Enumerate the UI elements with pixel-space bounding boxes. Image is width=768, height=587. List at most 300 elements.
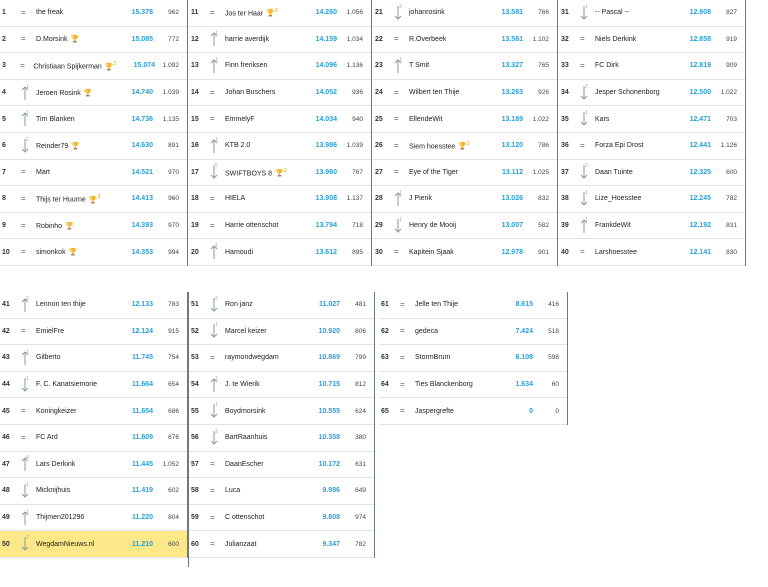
positions-moved: 1 bbox=[215, 56, 218, 63]
ranking-row[interactable] bbox=[189, 345, 374, 372]
trend-unchanged-icon bbox=[393, 401, 415, 421]
trend-unchanged-symbol: = bbox=[210, 485, 215, 495]
team-name[interactable]: BartRaanhuis bbox=[225, 434, 268, 442]
team-name-cell bbox=[36, 9, 111, 16]
round-points: 812 bbox=[355, 381, 366, 389]
ranking-row[interactable] bbox=[0, 53, 187, 80]
positions-moved: 3 bbox=[215, 428, 218, 435]
ranking-row[interactable] bbox=[0, 345, 187, 372]
ranking-row[interactable] bbox=[373, 160, 557, 187]
team-name[interactable]: harrie averdijk bbox=[225, 35, 269, 43]
trend-up-icon bbox=[203, 242, 225, 262]
team-name[interactable]: Forza Epi Drost bbox=[595, 142, 644, 150]
rank-number: 3 bbox=[2, 62, 6, 70]
team-name-cell bbox=[409, 36, 481, 43]
ranking-row[interactable] bbox=[189, 319, 374, 346]
total-score: 13.960 bbox=[315, 168, 337, 176]
team-name[interactable]: Wilbert ten Thije bbox=[409, 89, 460, 97]
team-name[interactable]: Thijmen201296 bbox=[36, 514, 85, 522]
round-points: 718 bbox=[352, 222, 363, 230]
team-name[interactable]: Lennon ten thije bbox=[36, 301, 86, 309]
team-name[interactable]: Finn freriksen bbox=[225, 62, 268, 70]
team-name[interactable]: F. C. Kanatsiemorie bbox=[36, 381, 98, 389]
total-score: 14.740 bbox=[131, 89, 153, 97]
team-name[interactable]: Christiaan Spijkerman bbox=[33, 63, 102, 71]
team-name-cell bbox=[225, 381, 298, 388]
rank-number: 8 bbox=[2, 195, 6, 203]
team-name[interactable]: Micknijhuis bbox=[36, 487, 71, 495]
ranking-row[interactable] bbox=[373, 106, 557, 133]
total-score: 14.353 bbox=[131, 248, 153, 256]
total-score: 15.074 bbox=[133, 62, 156, 70]
ranking-row[interactable] bbox=[559, 239, 745, 266]
total-score: 13.794 bbox=[315, 222, 337, 230]
ranking-row[interactable] bbox=[559, 106, 745, 133]
trophy-icon: 🏆 bbox=[83, 89, 93, 97]
team-name[interactable]: Johan Buschers bbox=[225, 89, 276, 97]
trend-down-icon bbox=[387, 3, 409, 23]
team-name-cell bbox=[225, 249, 295, 256]
total-score: 12.858 bbox=[689, 35, 711, 43]
rank-number: 38 bbox=[561, 195, 569, 203]
trend-unchanged-icon bbox=[14, 3, 36, 23]
ranking-row[interactable] bbox=[0, 425, 187, 452]
ranking-row[interactable] bbox=[0, 160, 187, 187]
trend-unchanged-icon bbox=[387, 109, 409, 129]
trophy-count: 2 bbox=[113, 61, 117, 68]
team-name-cell bbox=[33, 61, 116, 70]
trend-unchanged-symbol: = bbox=[394, 167, 399, 177]
team-name-cell bbox=[409, 249, 481, 256]
ranking-row[interactable] bbox=[189, 106, 371, 133]
round-points: 1.034 bbox=[346, 35, 363, 43]
total-score: 9.986 bbox=[322, 487, 340, 495]
total-score: 12.192 bbox=[689, 222, 711, 230]
ranking-row[interactable] bbox=[373, 80, 557, 107]
total-score: 12.471 bbox=[689, 115, 711, 123]
round-points: 832 bbox=[538, 195, 549, 203]
total-score: 13.612 bbox=[315, 248, 337, 256]
round-points: 926 bbox=[538, 89, 549, 97]
team-name-cell bbox=[595, 249, 669, 256]
trend-down-icon bbox=[573, 189, 595, 209]
round-points: 962 bbox=[168, 9, 179, 17]
total-score: 12.500 bbox=[689, 89, 711, 97]
round-points: 783 bbox=[168, 301, 179, 309]
ranking-row[interactable] bbox=[373, 239, 557, 266]
team-name[interactable]: Lars Derkink bbox=[36, 460, 76, 468]
team-name[interactable]: Boydmorsink bbox=[225, 407, 266, 415]
team-name[interactable]: SWIFTBOYS 8 bbox=[225, 170, 273, 178]
team-name[interactable]: FC Ard bbox=[36, 434, 58, 442]
ranking-row[interactable] bbox=[189, 531, 374, 558]
ranking-row[interactable] bbox=[373, 186, 557, 213]
team-name-cell bbox=[36, 541, 111, 548]
team-name[interactable]: WegdamNieuws.nl bbox=[36, 540, 95, 548]
ranking-row[interactable] bbox=[379, 319, 567, 346]
ranking-row[interactable] bbox=[189, 372, 374, 399]
team-name[interactable]: KTB 2.0 bbox=[225, 142, 251, 150]
team-name[interactable]: Lize_Hoesstee bbox=[595, 195, 642, 203]
team-name[interactable]: Jelle ten Thije bbox=[415, 301, 459, 309]
rank-number: 58 bbox=[191, 487, 199, 495]
total-score: 12.133 bbox=[131, 301, 153, 309]
rank-number: 36 bbox=[561, 142, 569, 150]
trend-unchanged-symbol: = bbox=[210, 512, 215, 522]
trend-up-icon bbox=[14, 454, 36, 474]
team-name[interactable]: Eye of the Tiger bbox=[409, 168, 459, 176]
trend-unchanged-symbol: = bbox=[210, 7, 215, 17]
positions-moved: 2 bbox=[585, 163, 588, 170]
trend-down-icon bbox=[573, 83, 595, 103]
ranking-row[interactable] bbox=[189, 0, 371, 27]
trend-unchanged-icon bbox=[13, 56, 33, 76]
ranking-row[interactable] bbox=[189, 239, 371, 266]
trend-unchanged-symbol: = bbox=[21, 7, 26, 17]
trend-unchanged-icon bbox=[203, 189, 225, 209]
team-name-cell bbox=[595, 169, 669, 176]
ranking-row[interactable] bbox=[0, 80, 187, 107]
round-points: 686 bbox=[168, 407, 179, 415]
rank-number: 40 bbox=[561, 248, 569, 256]
positions-moved: 7 bbox=[26, 535, 29, 542]
ranking-row[interactable] bbox=[189, 133, 371, 160]
total-score: 6.108 bbox=[515, 354, 533, 362]
total-score: 14.034 bbox=[315, 115, 337, 123]
ranking-row[interactable] bbox=[189, 425, 374, 452]
team-name[interactable]: Siem hoesstee bbox=[409, 143, 456, 151]
team-name[interactable]: T Smit bbox=[409, 62, 430, 70]
trend-unchanged-symbol: = bbox=[21, 326, 26, 336]
team-name-cell bbox=[415, 381, 491, 388]
total-score: 11.654 bbox=[131, 407, 153, 415]
total-score: 10.920 bbox=[318, 327, 340, 335]
total-score: 11.664 bbox=[131, 381, 153, 389]
round-points: 772 bbox=[168, 35, 179, 43]
team-name[interactable]: Niels Derkink bbox=[595, 35, 637, 43]
rank-number: 19 bbox=[191, 222, 199, 230]
round-points: 1.056 bbox=[346, 9, 363, 17]
rank-number: 11 bbox=[191, 9, 199, 17]
positions-moved: 3 bbox=[399, 3, 402, 10]
ranking-row[interactable] bbox=[0, 239, 187, 266]
round-points: 909 bbox=[726, 62, 737, 70]
rank-number: 14 bbox=[191, 89, 199, 97]
trend-unchanged-icon bbox=[14, 189, 36, 209]
team-name[interactable]: EmmelyF bbox=[225, 115, 255, 123]
team-name-cell bbox=[225, 116, 295, 123]
ranking-row[interactable] bbox=[189, 505, 374, 532]
ranking-row[interactable] bbox=[559, 213, 745, 240]
trend-down-icon bbox=[203, 321, 225, 341]
positions-moved: 2 bbox=[26, 295, 29, 302]
total-score: 14.393 bbox=[131, 222, 153, 230]
trend-up-icon bbox=[203, 29, 225, 49]
ranking-row[interactable] bbox=[189, 292, 374, 319]
team-name[interactable]: gedeca bbox=[415, 327, 438, 335]
ranking-row[interactable] bbox=[379, 292, 567, 319]
total-score: 13.908 bbox=[315, 195, 337, 203]
ranking-row[interactable] bbox=[0, 106, 187, 133]
ranking-row[interactable] bbox=[0, 213, 187, 240]
ranking-row[interactable] bbox=[189, 53, 371, 80]
trend-unchanged-symbol: = bbox=[580, 247, 585, 257]
team-name[interactable]: Jeroen Rosink bbox=[36, 89, 81, 97]
trend-unchanged-symbol: = bbox=[394, 34, 399, 44]
round-points: 1.039 bbox=[162, 89, 179, 97]
trend-unchanged-icon bbox=[573, 29, 595, 49]
round-points: 919 bbox=[726, 35, 737, 43]
team-name-cell bbox=[36, 381, 111, 388]
ranking-row[interactable] bbox=[0, 452, 187, 479]
team-name[interactable]: Gilberto bbox=[36, 354, 61, 362]
ranking-row[interactable] bbox=[0, 398, 187, 425]
team-name[interactable]: FrankdeWit bbox=[595, 222, 631, 230]
ranking-row[interactable] bbox=[189, 398, 374, 425]
trend-unchanged-symbol: = bbox=[394, 114, 399, 124]
trend-unchanged-symbol: = bbox=[21, 193, 26, 203]
ranking-row[interactable] bbox=[373, 53, 557, 80]
trend-down-icon bbox=[573, 162, 595, 182]
total-score: 7.424 bbox=[515, 327, 533, 335]
team-name-cell bbox=[36, 194, 111, 203]
round-points: 974 bbox=[355, 514, 366, 522]
round-points: 1.136 bbox=[346, 62, 363, 70]
column-divider bbox=[745, 0, 746, 266]
ranking-row[interactable] bbox=[189, 478, 374, 505]
team-name[interactable]: J Pierik bbox=[409, 195, 432, 203]
team-name-cell bbox=[409, 141, 481, 150]
rank-number: 9 bbox=[2, 222, 6, 230]
team-name-cell bbox=[225, 514, 298, 521]
team-name[interactable]: Daan Tuinte bbox=[595, 168, 633, 176]
positions-moved: 1 bbox=[26, 375, 29, 382]
total-score: 11.609 bbox=[131, 434, 153, 442]
total-score: 13.263 bbox=[501, 89, 523, 97]
team-name[interactable]: raymondwegdam bbox=[225, 354, 279, 362]
round-points: 782 bbox=[355, 540, 366, 548]
positions-moved: 1 bbox=[215, 322, 218, 329]
team-name[interactable]: Mart bbox=[36, 168, 50, 176]
team-name[interactable]: Tim Blanken bbox=[36, 115, 75, 123]
team-name[interactable]: johanrosink bbox=[409, 9, 445, 17]
team-name[interactable]: Robinho bbox=[36, 222, 63, 230]
total-score: 14.260 bbox=[315, 9, 337, 17]
round-points: 765 bbox=[538, 62, 549, 70]
ranking-row[interactable] bbox=[189, 160, 371, 187]
team-name-cell bbox=[36, 487, 111, 494]
trend-up-icon bbox=[203, 375, 225, 395]
team-name[interactable]: Ties Blanckenborg bbox=[415, 381, 473, 389]
trend-unchanged-icon bbox=[14, 321, 36, 341]
ranking-row[interactable] bbox=[0, 133, 187, 160]
team-name-cell bbox=[36, 408, 111, 415]
positions-moved: 1 bbox=[399, 189, 402, 196]
rank-number: 34 bbox=[561, 89, 569, 97]
trend-unchanged-symbol: = bbox=[21, 247, 26, 257]
trend-down-icon bbox=[203, 428, 225, 448]
ranking-row[interactable] bbox=[0, 531, 187, 558]
ranking-row[interactable] bbox=[189, 80, 371, 107]
rank-number: 15 bbox=[191, 115, 199, 123]
ranking-row[interactable] bbox=[373, 0, 557, 27]
rank-number: 60 bbox=[191, 540, 199, 548]
rank-number: 47 bbox=[2, 460, 10, 468]
ranking-row[interactable] bbox=[0, 292, 187, 319]
team-name-cell bbox=[595, 142, 669, 149]
trend-up-icon bbox=[14, 109, 36, 129]
total-score: 10.715 bbox=[318, 381, 340, 389]
team-name[interactable]: Luca bbox=[225, 487, 241, 495]
total-score: 12.325 bbox=[689, 168, 711, 176]
ranking-row[interactable] bbox=[0, 186, 187, 213]
positions-moved: 1 bbox=[215, 243, 218, 250]
team-name[interactable]: C ottenschot bbox=[225, 514, 265, 522]
trend-unchanged-icon bbox=[387, 242, 409, 262]
team-name[interactable]: StormBrum bbox=[415, 354, 451, 362]
team-name-cell bbox=[225, 168, 295, 177]
team-name[interactable]: Hamoudi bbox=[225, 248, 254, 256]
total-score: 11.220 bbox=[131, 514, 153, 522]
trend-unchanged-symbol: = bbox=[580, 140, 585, 150]
team-name-cell bbox=[225, 8, 295, 17]
team-name[interactable]: Reinder79 bbox=[36, 142, 69, 150]
team-name[interactable]: Jaspergrefte bbox=[415, 407, 454, 415]
rank-number: 21 bbox=[375, 9, 383, 17]
trend-up-icon bbox=[14, 508, 36, 528]
ranking-row[interactable] bbox=[0, 27, 187, 54]
rank-number: 54 bbox=[191, 381, 199, 389]
positions-moved: 1 bbox=[585, 189, 588, 196]
team-name[interactable]: the freak bbox=[36, 9, 64, 17]
ranking-row[interactable] bbox=[0, 0, 187, 27]
trend-unchanged-symbol: = bbox=[394, 87, 399, 97]
team-name[interactable]: Jesper Schonenborg bbox=[595, 89, 660, 97]
ranking-row[interactable] bbox=[0, 505, 187, 532]
trend-unchanged-icon bbox=[387, 83, 409, 103]
trend-unchanged-symbol: = bbox=[21, 34, 26, 44]
ranking-row[interactable] bbox=[559, 186, 745, 213]
team-name[interactable]: Kapitein Sjaak bbox=[409, 248, 454, 256]
rank-number: 13 bbox=[191, 62, 199, 70]
trend-down-icon bbox=[14, 534, 36, 554]
team-name[interactable]: Kars bbox=[595, 115, 610, 123]
trophy-count: 2 bbox=[274, 8, 278, 15]
trend-down-icon bbox=[203, 295, 225, 315]
ranking-row[interactable] bbox=[559, 160, 745, 187]
team-name[interactable]: R.Overbeek bbox=[409, 35, 447, 43]
ranking-row[interactable] bbox=[373, 133, 557, 160]
team-name[interactable]: simonkok bbox=[36, 249, 66, 257]
team-name[interactable]: Julianzaat bbox=[225, 540, 257, 548]
rank-number: 32 bbox=[561, 35, 569, 43]
trend-unchanged-symbol: = bbox=[400, 326, 405, 336]
positions-moved: 1 bbox=[585, 216, 588, 223]
team-name[interactable]: FC Dirk bbox=[595, 62, 619, 70]
team-name[interactable]: Koningkeizer bbox=[36, 407, 77, 415]
team-name[interactable]: Thijs ter Huurne bbox=[36, 196, 86, 204]
round-points: 631 bbox=[355, 460, 366, 468]
ranking-row[interactable] bbox=[559, 0, 745, 27]
round-points: 827 bbox=[726, 9, 737, 17]
rank-number: 37 bbox=[561, 168, 569, 176]
team-name[interactable]: D.Morsink bbox=[36, 36, 68, 44]
team-name[interactable]: Harrie ottenschot bbox=[225, 222, 279, 230]
team-name-cell bbox=[36, 461, 111, 468]
ranking-row[interactable] bbox=[379, 345, 567, 372]
ranking-row[interactable] bbox=[559, 27, 745, 54]
trend-unchanged-icon bbox=[14, 428, 36, 448]
round-points: 754 bbox=[168, 354, 179, 362]
positions-moved: 1 bbox=[215, 402, 218, 409]
total-score: 10.869 bbox=[318, 354, 340, 362]
ranking-row[interactable] bbox=[373, 213, 557, 240]
total-score: 8.615 bbox=[515, 301, 533, 309]
team-name-cell bbox=[595, 89, 669, 96]
total-score: 9.347 bbox=[322, 540, 340, 548]
ranking-row[interactable] bbox=[189, 186, 371, 213]
ranking-row[interactable] bbox=[189, 27, 371, 54]
round-points: 1.052 bbox=[162, 460, 179, 468]
rank-number: 27 bbox=[375, 168, 383, 176]
team-name[interactable]: J. te Wierik bbox=[225, 381, 260, 389]
ranking-row[interactable] bbox=[559, 133, 745, 160]
team-name[interactable]: EllendeWit bbox=[409, 115, 443, 123]
ranking-row[interactable] bbox=[373, 27, 557, 54]
ranking-row[interactable] bbox=[189, 452, 374, 479]
round-points: 970 bbox=[168, 222, 179, 230]
ranking-row[interactable] bbox=[0, 478, 187, 505]
team-name[interactable]: Henry de Mooij bbox=[409, 222, 457, 230]
positions-moved: 1 bbox=[215, 375, 218, 382]
trend-unchanged-symbol: = bbox=[580, 60, 585, 70]
rank-number: 49 bbox=[2, 514, 10, 522]
round-points: 649 bbox=[355, 487, 366, 495]
ranking-row[interactable] bbox=[0, 372, 187, 399]
trend-unchanged-icon bbox=[14, 29, 36, 49]
round-points: 901 bbox=[538, 248, 549, 256]
team-name[interactable]: Larshoesstee bbox=[595, 248, 638, 256]
team-name-cell bbox=[36, 514, 111, 521]
total-score: 13.561 bbox=[501, 35, 523, 43]
ranking-row[interactable] bbox=[559, 53, 745, 80]
ranking-row[interactable] bbox=[559, 80, 745, 107]
round-points: 831 bbox=[726, 222, 737, 230]
ranking-row[interactable] bbox=[379, 398, 567, 425]
team-name[interactable]: -- Pascal -- bbox=[595, 9, 630, 17]
rank-number: 45 bbox=[2, 407, 10, 415]
total-score: 14.630 bbox=[131, 142, 153, 150]
team-name[interactable]: DaanEscher bbox=[225, 460, 264, 468]
round-points: 915 bbox=[168, 327, 179, 335]
team-name[interactable]: HIELA bbox=[225, 195, 246, 203]
team-name[interactable]: Marcel keizer bbox=[225, 327, 267, 335]
rank-number: 17 bbox=[191, 168, 199, 176]
ranking-row[interactable] bbox=[189, 213, 371, 240]
team-name[interactable]: EmielFre bbox=[36, 327, 65, 335]
trend-down-icon bbox=[14, 481, 36, 501]
team-name[interactable]: Jos ter Haar bbox=[225, 10, 264, 18]
team-name[interactable]: Ron janz bbox=[225, 301, 253, 309]
rank-number: 48 bbox=[2, 487, 10, 495]
total-score: 15.085 bbox=[131, 35, 153, 43]
ranking-row[interactable] bbox=[0, 319, 187, 346]
team-name-cell bbox=[225, 142, 295, 149]
ranking-row[interactable] bbox=[379, 372, 567, 399]
trend-unchanged-icon bbox=[573, 242, 595, 262]
total-score: 11.210 bbox=[131, 540, 153, 548]
trend-up-icon bbox=[573, 216, 595, 236]
